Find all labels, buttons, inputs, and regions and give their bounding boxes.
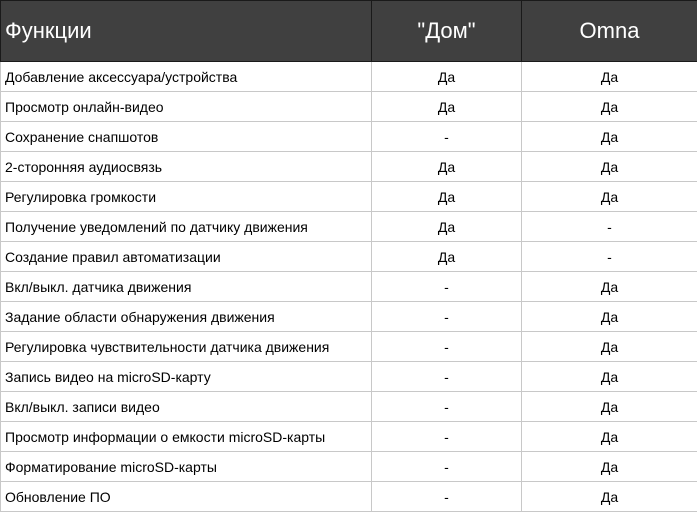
- omna-cell: Да: [522, 152, 697, 182]
- feature-cell: Просмотр информации о емкости microSD-карты: [1, 422, 372, 452]
- table-row: [1, 92, 697, 122]
- header-dom: "Дом": [372, 1, 522, 62]
- feature-cell: Регулировка чувствительности датчика движения: [1, 332, 372, 362]
- feature-cell: Форматирование microSD-карты: [1, 452, 372, 482]
- dom-cell: Да: [372, 242, 522, 272]
- feature-cell: Задание области обнаружения движения: [1, 302, 372, 332]
- dom-cell: Да: [372, 62, 522, 92]
- dom-cell: Да: [372, 152, 522, 182]
- dom-cell: -: [372, 272, 522, 302]
- table-row: [1, 332, 697, 362]
- feature-cell: Добавление аксессуара/устройства: [1, 62, 372, 92]
- table-row: [1, 362, 697, 392]
- dom-cell: Да: [372, 92, 522, 122]
- feature-cell: Получение уведомлений по датчику движения: [1, 212, 372, 242]
- dom-cell: -: [372, 332, 522, 362]
- dom-cell: -: [372, 452, 522, 482]
- table-row: [1, 302, 697, 332]
- dom-cell: -: [372, 422, 522, 452]
- omna-cell: Да: [522, 272, 697, 302]
- table-row: [1, 62, 697, 92]
- table-row: [1, 182, 697, 212]
- feature-cell: 2-сторонняя аудиосвязь: [1, 152, 372, 182]
- dom-cell: Да: [372, 182, 522, 212]
- dom-cell: -: [372, 362, 522, 392]
- table-row: [1, 392, 697, 422]
- omna-cell: Да: [522, 62, 697, 92]
- dom-cell: Да: [372, 212, 522, 242]
- table-row: [1, 482, 697, 512]
- dom-cell: -: [372, 482, 522, 512]
- dom-cell: -: [372, 122, 522, 152]
- table-row: [1, 122, 697, 152]
- omna-cell: Да: [522, 332, 697, 362]
- omna-cell: Да: [522, 302, 697, 332]
- header-row: [1, 1, 697, 62]
- table-row: [1, 152, 697, 182]
- omna-cell: Да: [522, 392, 697, 422]
- table-row: [1, 272, 697, 302]
- omna-cell: Да: [522, 182, 697, 212]
- table-row: [1, 452, 697, 482]
- omna-cell: Да: [522, 122, 697, 152]
- table-row: [1, 212, 697, 242]
- dom-cell: -: [372, 302, 522, 332]
- feature-cell: Вкл/выкл. записи видео: [1, 392, 372, 422]
- omna-cell: Да: [522, 482, 697, 512]
- feature-cell: Сохранение снапшотов: [1, 122, 372, 152]
- omna-cell: -: [522, 242, 697, 272]
- omna-cell: Да: [522, 422, 697, 452]
- dom-cell: -: [372, 392, 522, 422]
- feature-cell: Создание правил автоматизации: [1, 242, 372, 272]
- feature-cell: Обновление ПО: [1, 482, 372, 512]
- header-functions: Функции: [1, 1, 372, 62]
- omna-cell: Да: [522, 92, 697, 122]
- table-header: [1, 1, 697, 62]
- table-row: [1, 242, 697, 272]
- feature-cell: Просмотр онлайн-видео: [1, 92, 372, 122]
- feature-cell: Регулировка громкости: [1, 182, 372, 212]
- header-omna: Omna: [522, 1, 697, 62]
- feature-cell: Запись видео на microSD-карту: [1, 362, 372, 392]
- omna-cell: Да: [522, 362, 697, 392]
- omna-cell: -: [522, 212, 697, 242]
- table-row: [1, 422, 697, 452]
- omna-cell: Да: [522, 452, 697, 482]
- table-body: [1, 62, 697, 512]
- feature-cell: Вкл/выкл. датчика движения: [1, 272, 372, 302]
